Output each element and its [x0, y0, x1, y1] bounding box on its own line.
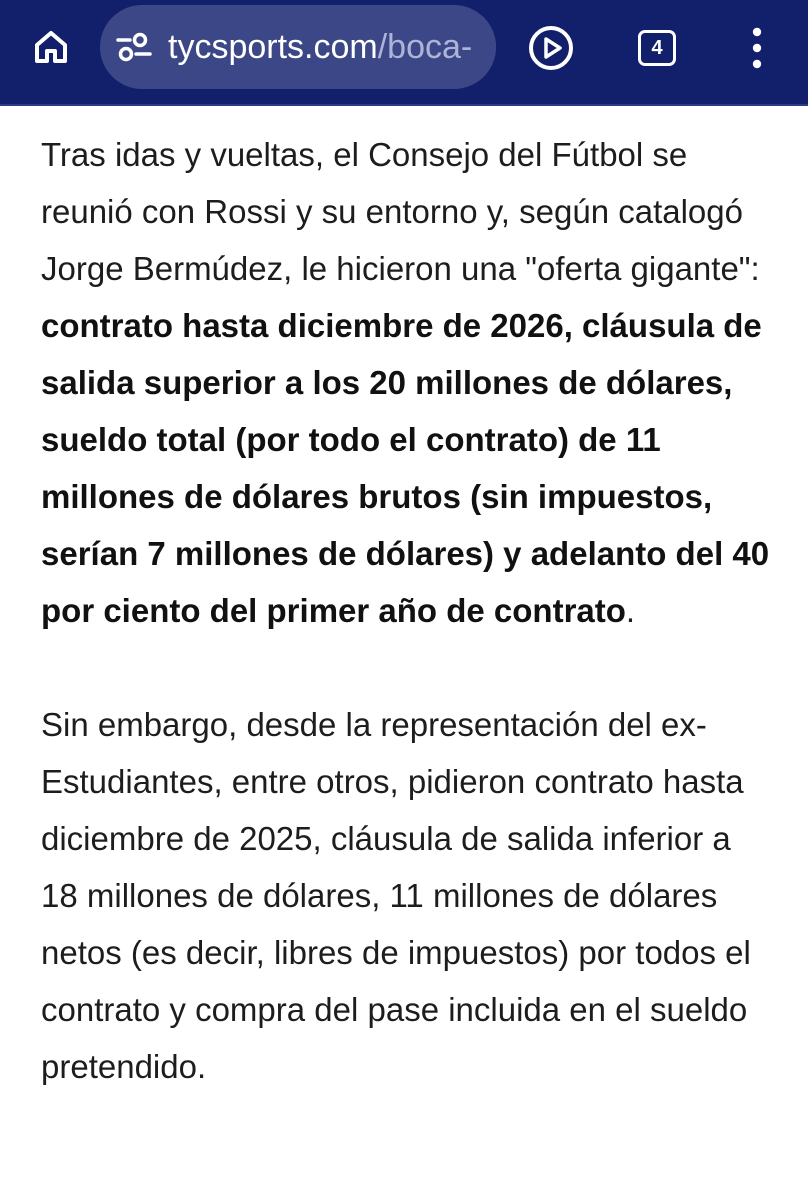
tune-icon[interactable]	[116, 31, 152, 63]
home-button[interactable]	[26, 22, 76, 72]
paragraph-1-bold: contrato hasta diciembre de 2026, cláusula de salida superior a los 20 millones de dólares, sueldo total (por todo el contrato) de 11 millones de dólares brutos (sin impuestos, serían 7 millones de dólares) y adelanto del 40 por ciento del primer año de contrato	[41, 307, 770, 629]
more-vert-icon[interactable]	[744, 24, 770, 72]
article-paragraph-1	[41, 126, 771, 639]
url-text[interactable]	[168, 5, 486, 89]
tab-switcher-button[interactable]	[638, 30, 676, 66]
address-bar[interactable]	[100, 5, 496, 89]
article-paragraph-2: Sin embargo, desde la representación del ex-Estudiantes, entre otros, pidieron contrato hasta diciembre de 2025, cláusula de salida inferior a 18 millones de dólares, 11 millones de dólares netos (es decir, libres de impuestos) por todos el contrato y compra del pase incluida en el sueldo pretendido.	[41, 706, 751, 1085]
tab-count: 4	[651, 36, 663, 59]
home-icon	[31, 27, 71, 67]
article-body	[41, 126, 771, 1095]
browser-toolbar	[0, 0, 808, 106]
paragraph-1-intro: Tras idas y vueltas, el Consejo del Fútbol se reunió con Rossi y su entorno y, según catalogó Jorge Bermúdez, le hicieron una "oferta gigante":	[41, 136, 760, 287]
url-domain: tycsports.com	[168, 28, 378, 66]
paragraph-1-end: .	[625, 592, 636, 629]
url-path: /boca-	[377, 28, 473, 66]
play-circle-icon[interactable]	[527, 24, 575, 72]
url-fade	[472, 5, 496, 89]
